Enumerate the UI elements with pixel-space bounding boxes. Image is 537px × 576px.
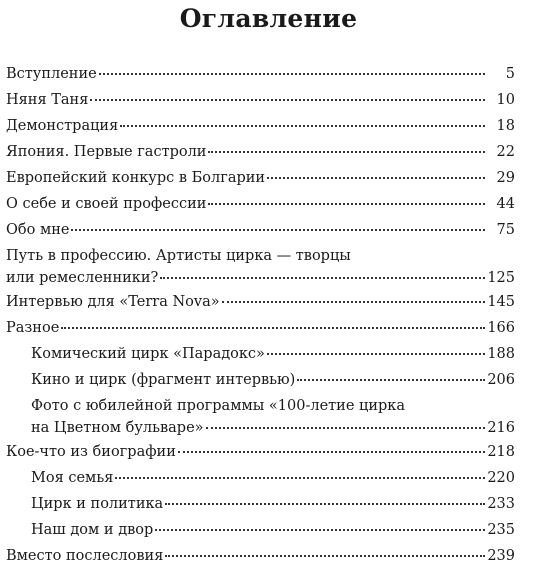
- toc-entry[interactable]: [6, 170, 515, 186]
- toc-page-number: 75: [496, 222, 515, 238]
- toc-entry[interactable]: [31, 522, 515, 538]
- dot-leader: [115, 477, 485, 479]
- dot-leader: [297, 379, 485, 381]
- toc-entry[interactable]: [6, 294, 515, 310]
- dot-leader: [90, 99, 485, 101]
- toc-page-number: 29: [496, 170, 515, 186]
- toc-entry[interactable]: [31, 346, 515, 362]
- dot-leader: [165, 555, 485, 557]
- toc-entry-title: Комический цирк «Парадокс»: [31, 346, 265, 362]
- dot-leader: [160, 277, 485, 279]
- toc-entry[interactable]: [6, 444, 515, 460]
- toc-entry-title: Япония. Первые гастроли: [6, 144, 207, 160]
- toc-entry-title: Вступление: [6, 66, 97, 82]
- toc-entry-title: на Цветном бульваре»: [31, 420, 204, 436]
- dot-leader: [206, 427, 485, 429]
- dot-leader: [208, 151, 485, 153]
- dot-leader: [61, 327, 485, 329]
- toc-entry[interactable]: [31, 420, 515, 436]
- toc-page-number: 18: [496, 118, 515, 134]
- dot-leader: [155, 529, 485, 531]
- toc-entry[interactable]: [6, 66, 515, 82]
- toc-page-number: 218: [487, 444, 515, 460]
- toc-entry[interactable]: [31, 496, 515, 512]
- toc-page-number: 166: [487, 320, 515, 336]
- toc-page-number: 22: [496, 144, 515, 160]
- toc-entry-title: Вместо послесловия: [6, 548, 164, 564]
- dot-leader: [165, 503, 485, 505]
- dot-leader: [178, 451, 485, 453]
- toc-entry[interactable]: [6, 270, 515, 286]
- toc-page-number: 145: [487, 294, 515, 310]
- toc-entry-title: Наш дом и двор: [31, 522, 154, 538]
- toc-page-number: 206: [487, 372, 515, 388]
- toc-entry-title: Демонстрация: [6, 118, 119, 134]
- toc-page-number: 216: [487, 420, 515, 436]
- toc-entry[interactable]: [6, 92, 515, 108]
- toc-entry-title: Европейский конкурс в Болгарии: [6, 170, 266, 186]
- dot-leader: [120, 125, 485, 127]
- toc-entry[interactable]: [31, 372, 515, 388]
- toc-entry[interactable]: [6, 118, 515, 134]
- toc-page-number: 10: [496, 92, 515, 108]
- dot-leader: [99, 73, 485, 75]
- toc-entry-title: О себе и своей профессии: [6, 196, 207, 212]
- toc-entry-title: или ремесленники?: [6, 270, 159, 286]
- dot-leader: [222, 301, 485, 303]
- toc-page-number: 239: [487, 548, 515, 564]
- page-title: Оглавление: [179, 4, 358, 33]
- dot-leader: [267, 177, 485, 179]
- toc-entry[interactable]: [6, 196, 515, 212]
- toc-entry-title: Интервью для «Terra Nova»: [6, 294, 220, 310]
- toc-entry-title: Разное: [6, 320, 60, 336]
- toc-entry[interactable]: [6, 320, 515, 336]
- dot-leader: [208, 203, 485, 205]
- toc-page-number: 235: [487, 522, 515, 538]
- toc-entry-title: Кое-что из биографии: [6, 444, 176, 460]
- toc-entry-title: Обо мне: [6, 222, 70, 238]
- toc-entry-title: Моя семья: [31, 470, 114, 486]
- toc-entry[interactable]: [6, 548, 515, 564]
- toc-entry-line: Фото с юбилейной программы «100-летие цирка: [31, 398, 405, 414]
- toc-page-number: 220: [487, 470, 515, 486]
- dot-leader: [267, 353, 485, 355]
- toc-entry[interactable]: [31, 470, 515, 486]
- toc-entry-line: Путь в профессию. Артисты цирка — творцы: [6, 248, 351, 264]
- toc-entry-title: Цирк и политика: [31, 496, 164, 512]
- dot-leader: [71, 229, 485, 231]
- toc-entry[interactable]: [6, 144, 515, 160]
- toc-entry-title: Кино и цирк (фрагмент интервью): [31, 372, 296, 388]
- toc-page-number: 5: [505, 66, 515, 82]
- toc-entry[interactable]: [6, 222, 515, 238]
- toc-page-number: 188: [487, 346, 515, 362]
- toc-entry-title: Няня Таня: [6, 92, 89, 108]
- toc-page-number: 44: [496, 196, 515, 212]
- toc-page-number: 233: [487, 496, 515, 512]
- toc-page-number: 125: [487, 270, 515, 286]
